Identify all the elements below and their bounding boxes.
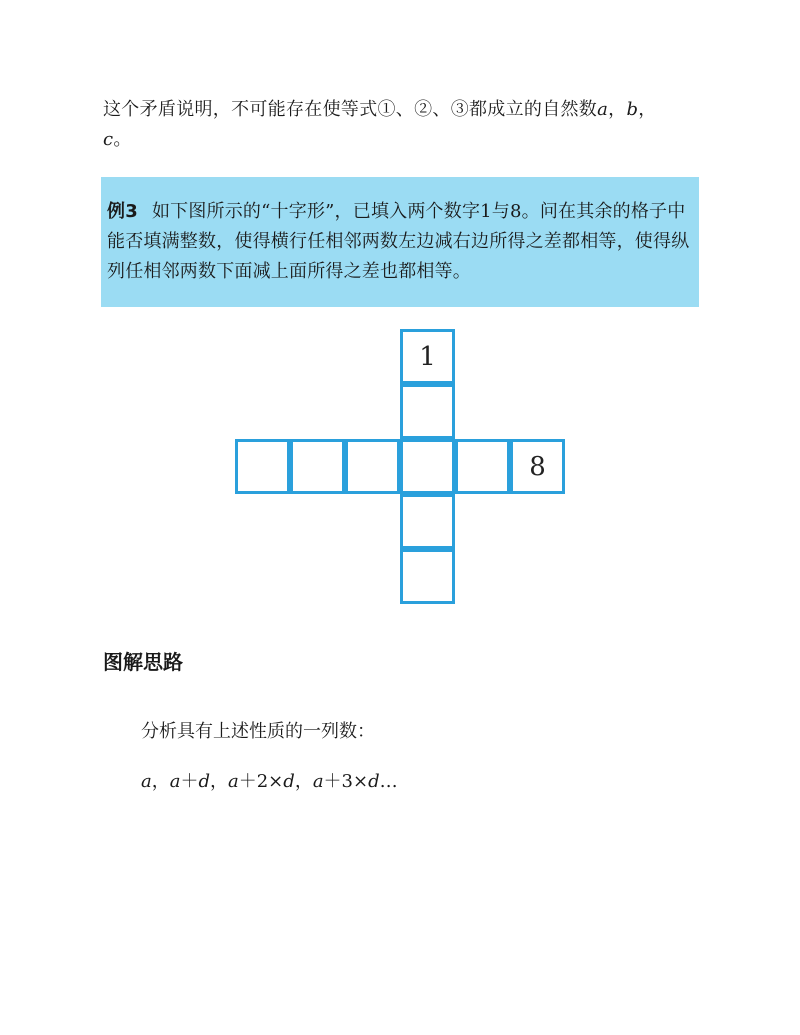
ellipsis: … — [379, 771, 398, 792]
grid-cell-row-end[interactable] — [510, 439, 565, 494]
separator: ， — [294, 771, 313, 792]
example-box — [101, 177, 699, 307]
period: 。 — [113, 129, 132, 150]
separator: ， — [210, 771, 228, 792]
var-b: b — [626, 99, 639, 120]
grid-value-8: 8 — [529, 451, 546, 482]
intro-paragraph — [103, 95, 703, 155]
example-paragraph — [107, 197, 693, 287]
sequence-formula — [141, 768, 398, 796]
separator: ， — [608, 99, 627, 120]
grid-cell-center[interactable] — [400, 439, 455, 494]
term-a: a — [312, 771, 324, 792]
grid-cell-row-5[interactable] — [455, 439, 510, 494]
grid-cell-row-2[interactable] — [290, 439, 345, 494]
operator: ＋ — [180, 771, 199, 792]
term-a: a — [169, 771, 181, 792]
term-d: d — [198, 771, 210, 792]
separator: ， — [151, 771, 170, 792]
term-d: d — [283, 771, 295, 792]
grid-cell-top[interactable] — [400, 329, 455, 384]
term-a: a — [141, 771, 152, 792]
grid-cell-row-3[interactable] — [345, 439, 400, 494]
grid-cell-lower[interactable] — [400, 494, 455, 549]
term-a: a — [228, 771, 239, 792]
var-c: c — [103, 129, 114, 150]
example-label: 例3 — [107, 201, 138, 222]
grid-cell-bottom[interactable] — [400, 549, 455, 604]
operator: ＋3× — [323, 771, 369, 792]
grid-cell-upper[interactable] — [400, 384, 455, 439]
analysis-text: 分析具有上述性质的一列数： — [141, 721, 375, 742]
intro-text: 这个矛盾说明，不可能存在使等式①、②、③都成立的自然数 — [103, 99, 598, 120]
operator: ＋2× — [238, 771, 284, 792]
grid-cell-row-1[interactable] — [235, 439, 290, 494]
term-d: d — [368, 771, 380, 792]
example-text: 如下图所示的“十字形”，已填入两个数字1与8。问在其余的格子中能否填满整数，使得横行任相邻两数左边减右边所得之差都相等，使得纵列任相邻两数下面减上面所得之差也都相等。 — [107, 201, 690, 282]
grid-value-1: 1 — [419, 341, 436, 372]
var-a: a — [597, 99, 609, 120]
solution-heading: 图解思路 — [103, 650, 183, 674]
separator: ， — [638, 99, 657, 120]
